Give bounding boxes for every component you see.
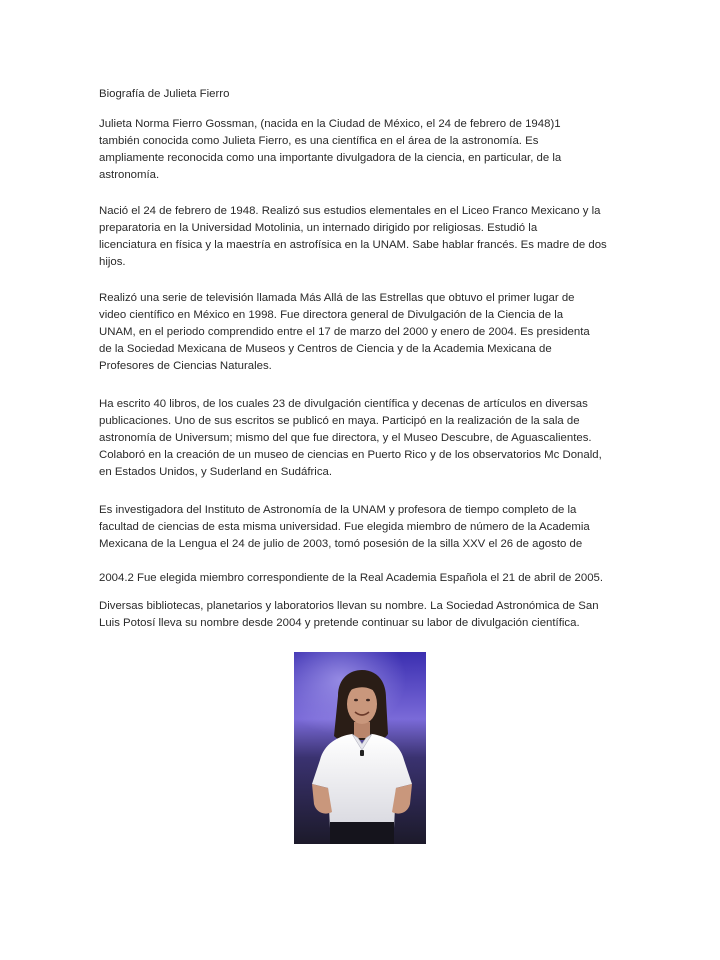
paragraph-line: preparatoria en la Universidad Motolinia, un internado dirigido por religiosas. Estudió la	[99, 222, 538, 234]
paragraph-1	[99, 116, 629, 184]
paragraph-line: Profesores de Ciencias Naturales.	[99, 360, 272, 372]
paragraph-2	[99, 203, 629, 271]
paragraph-line: UNAM, en el periodo comprendido entre el 17 de marzo del 2000 y enero de 2004. Es presidenta	[99, 326, 590, 338]
paragraph-line: ampliamente reconocida como una importante divulgadora de la ciencia, en particular, de la	[99, 152, 562, 164]
paragraph-line: Luis Potosí lleva su nombre desde 2004 y pretende continuar su labor de divulgación científica.	[99, 617, 580, 629]
face-shape	[347, 684, 377, 724]
paragraph-line: hijos.	[99, 256, 126, 268]
paragraph-5	[99, 502, 629, 553]
lapel-microphone-shape	[360, 750, 364, 756]
document-title-block	[99, 86, 629, 103]
paragraph-line: también conocida como Julieta Fierro, es una científica en el área de la astronomía. Es	[99, 135, 539, 147]
neck-shape	[354, 722, 370, 738]
paragraph-6	[99, 570, 629, 587]
paragraph-line: Realizó una serie de televisión llamada Más Allá de las Estrellas que obtuvo el primer lugar de	[99, 292, 575, 304]
paragraph-line: Colaboró en la creación de un museo de ciencias en Puerto Rico y de los observatorios Mc Donald,	[99, 449, 602, 461]
paragraph-7	[99, 598, 629, 632]
paragraph-line: Nació el 24 de febrero de 1948. Realizó sus estudios elementales en el Liceo Franco Mexicano y la	[99, 205, 601, 217]
paragraph-line: Julieta Norma Fierro Gossman, (nacida en la Ciudad de México, el 24 de febrero de 1948)1	[99, 118, 561, 130]
paragraph-line: astronomía de Universum; mismo del que fue directora, y el Museo Descubre, de Aguascalientes.	[99, 432, 592, 444]
right-eye-shape	[366, 699, 370, 702]
paragraph-line: publicaciones. Uno de sus escritos se publicó en maya. Participó en la realización de la sala de	[99, 415, 580, 427]
paragraph-3	[99, 290, 629, 375]
trousers-shape	[330, 822, 394, 844]
paragraph-line: Diversas bibliotecas, planetarios y laboratorios llevan su nombre. La Sociedad Astronómica de San	[99, 600, 599, 612]
paragraph-line: video científico en México en 1998. Fue directora general de Divulgación de la Ciencia de la	[99, 309, 564, 321]
paragraph-line: Mexicana de la Lengua el 24 de julio de 2003, tomó posesión de la silla XXV el 26 de agosto de	[99, 538, 583, 550]
paragraph-line: astronomía.	[99, 169, 160, 181]
paragraph-4	[99, 396, 629, 481]
portrait-photo-graphic	[294, 652, 426, 844]
portrait-photo	[294, 652, 426, 844]
paragraph-line: Es investigadora del Instituto de Astronomía de la UNAM y profesora de tiempo completo de la	[99, 504, 577, 516]
paragraph-line: en Estados Unidos, y Suderland en Sudáfrica.	[99, 466, 333, 478]
paragraph-line: licenciatura en física y la maestría en astrofísica en la UNAM. Sabe hablar francés. Es madre de dos	[99, 239, 607, 251]
left-eye-shape	[354, 699, 358, 702]
document-title: Biografía de Julieta Fierro	[99, 88, 230, 100]
paragraph-line: Ha escrito 40 libros, de los cuales 23 de divulgación científica y decenas de artículos en diversas	[99, 398, 588, 410]
paragraph-line: facultad de ciencias de esta misma universidad. Fue elegida miembro de número de la Academia	[99, 521, 590, 533]
paragraph-line: 2004.2 Fue elegida miembro correspondiente de la Real Academia Española el 21 de abril de 2005.	[99, 572, 604, 584]
paragraph-line: de la Sociedad Mexicana de Museos y Centros de Ciencia y de la Academia Mexicana de	[99, 343, 552, 355]
